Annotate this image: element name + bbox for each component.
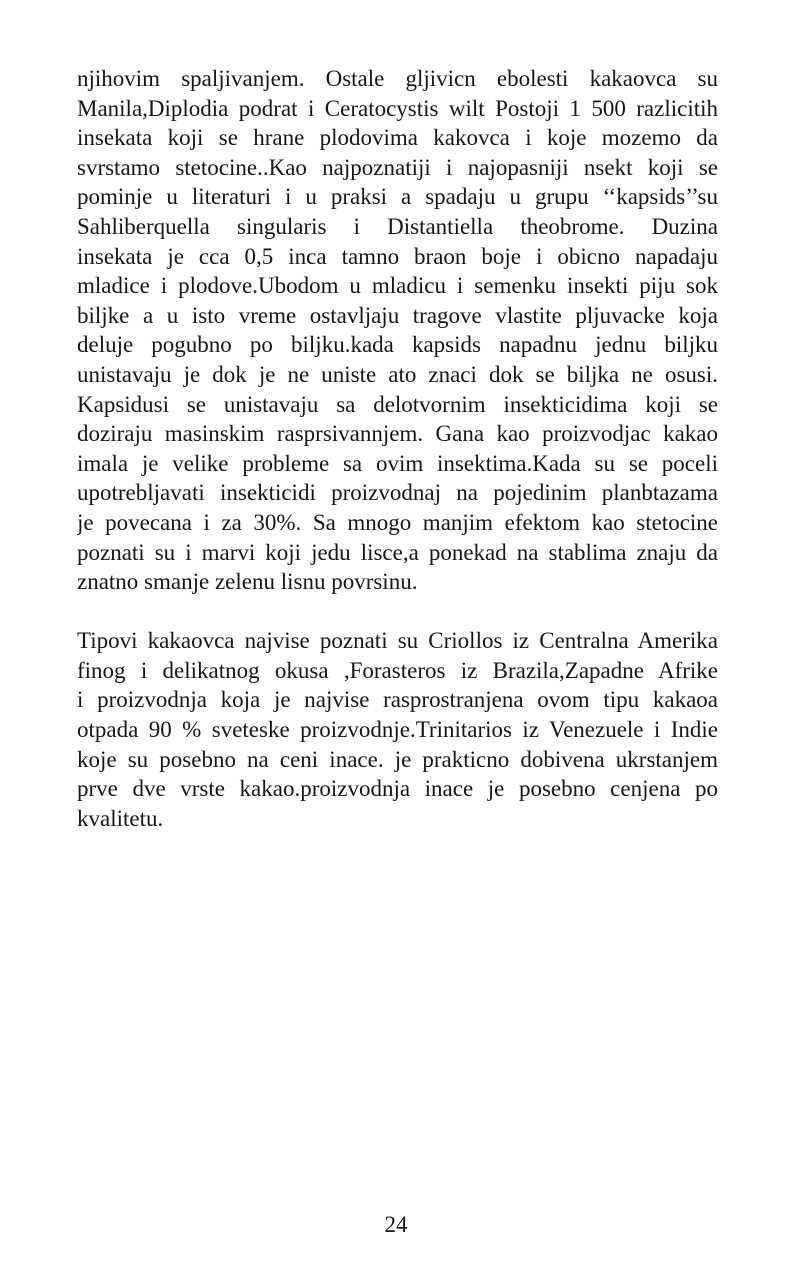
text-line: Kapsidusi se unistavaju sa delotvornim insekticidima koji se (77, 391, 718, 417)
text-line: insekata je cca 0,5 inca tamno braon boje i obicno napadaju (77, 243, 718, 269)
text-line: Sahliberquella singularis i Distantiella theobrome. Duzina (77, 213, 718, 239)
text-line: mladice i plodove.Ubodom u mladicu i semenku insekti piju sok (77, 273, 718, 299)
paragraph (77, 64, 718, 597)
text-line: biljke a u isto vreme ostavljaju tragove vlastite pljuvacke koja (77, 302, 718, 328)
text-line: znatno smanje zelenu lisnu povrsinu. (77, 569, 418, 595)
text-line: Tipovi kakaovca najvise poznati su Criollos iz Centralna Amerika (77, 628, 718, 654)
text-line: prve dve vrste kakao.proizvodnja inace je posebno cenjena po (77, 776, 718, 802)
text-line: insekata koji se hrane plodovima kakovca i koje mozemo da (77, 125, 718, 151)
text-line: unistavaju je dok je ne uniste ato znaci dok se biljka ne osusi. (77, 361, 718, 387)
text-line: svrstamo stetocine..Kao najpoznatiji i najopasniji nsekt koji se (77, 154, 718, 180)
text-line: doziraju masinskim rasprsivannjem. Gana kao proizvodjac kakao (77, 421, 718, 447)
text-line: finog i delikatnog okusa ,Forasteros iz Brazila,Zapadne Afrike (77, 657, 718, 683)
text-line: i proizvodnja koja je najvise rasprostranjena ovom tipu kakaoa (77, 687, 718, 713)
text-line: Manila,Diplodia podrat i Ceratocystis wilt Postoji 1 500 razlicitih (77, 95, 718, 121)
text-line: otpada 90 % sveteske proizvodnje.Trinitarios iz Venezuele i Indie (77, 717, 718, 743)
text-line: deluje pogubno po biljku.kada kapsids napadnu jednu biljku (77, 332, 718, 358)
text-line: imala je velike probleme sa ovim insektima.Kada su se poceli (77, 450, 718, 476)
text-line: pominje u literaturi i u praksi a spadaju u grupu ‘‘kapsids’’su (77, 184, 718, 210)
document-body-text (77, 64, 718, 833)
text-line: kvalitetu. (77, 805, 164, 831)
text-line: koje su posebno na ceni inace. je prakticno dobivena ukrstanjem (77, 746, 718, 772)
text-line: njihovim spaljivanjem. Ostale gljivicn ebolesti kakaovca su (77, 66, 718, 91)
page-number: 24 (384, 1212, 408, 1237)
text-line: poznati su i marvi koji jedu lisce,a ponekad na stablima znaju da (77, 539, 718, 565)
text-line: upotrebljavati insekticidi proizvodnaj na pojedinim planbtazama (77, 480, 718, 506)
paragraph (77, 626, 718, 833)
text-line: je povecana i za 30%. Sa mnogo manjim efektom kao stetocine (77, 509, 718, 535)
